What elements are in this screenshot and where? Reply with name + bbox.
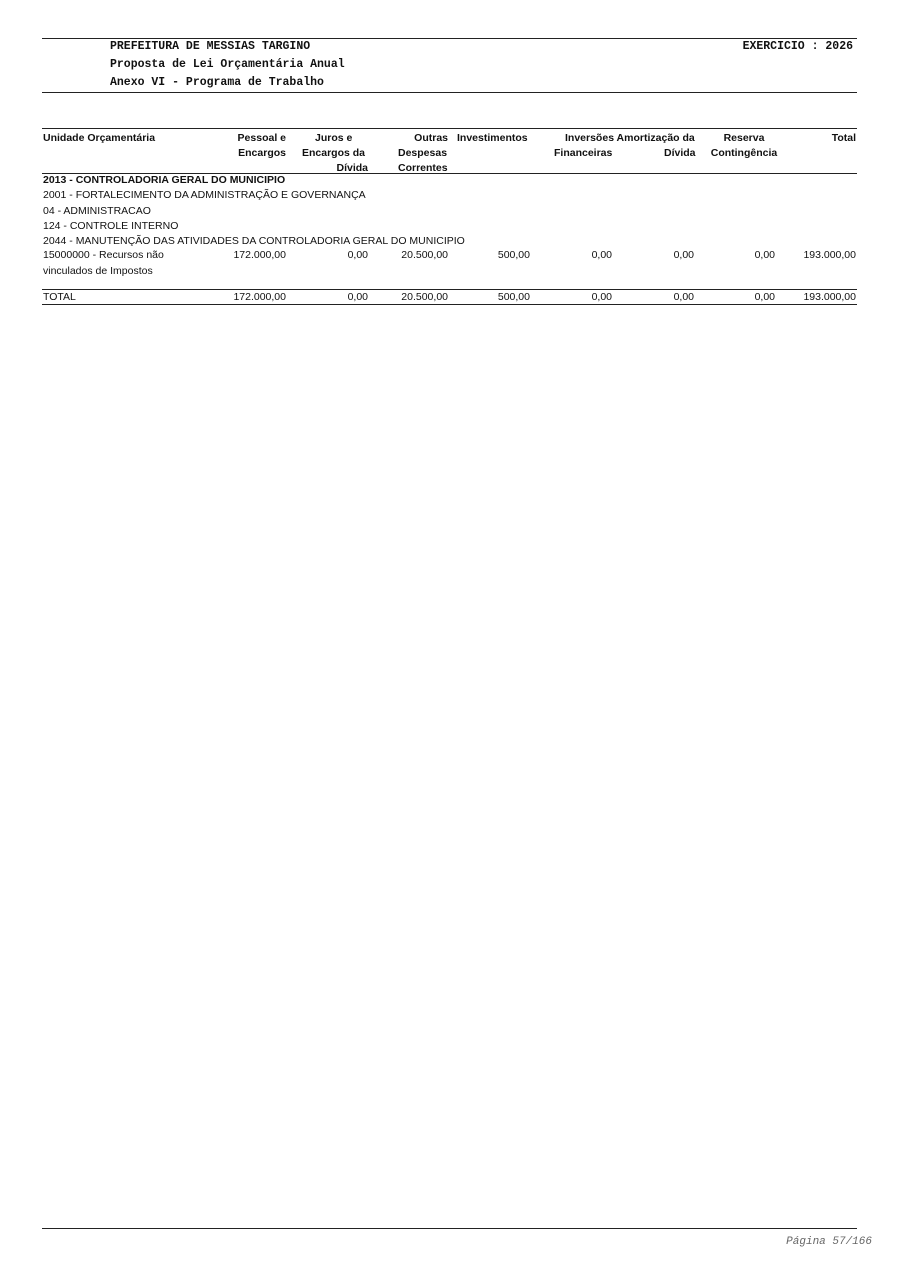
col-outras-line1: Outras [414,132,448,144]
row-pessoal: 172.000,00 [233,249,286,261]
header-top-rule [42,38,857,39]
col-unidade: Unidade Orçamentária [43,132,156,144]
exercicio-label: EXERCICIO : 2026 [742,40,853,53]
col-pessoal [200,131,286,161]
row-amortizacao: 0,00 [673,249,694,261]
unidade-orcamentaria-row: 2013 - CONTROLADORIA GERAL DO MUNICIPIO [43,174,286,186]
report-subtitle: Proposta de Lei Orçamentária Anual [110,58,345,71]
row-juros: 0,00 [347,249,368,261]
col-juros-line1: Juros e [315,132,353,144]
totals-bottom-rule [42,304,857,305]
col-inversoes-amortizacao: Inversões Amortização da [565,132,695,144]
footer-rule [42,1228,857,1229]
row-total: 193.000,00 [803,249,856,261]
funcao-row: 04 - ADMINISTRACAO [43,205,151,217]
col-total: Total [831,132,856,144]
totals-reserva: 0,00 [754,291,775,303]
programa-row: 2001 - FORTALECIMENTO DA ADMINISTRAÇÃO E GOVERNANÇA [43,189,366,201]
row-outras: 20.500,00 [401,249,448,261]
table-top-rule [42,128,857,129]
col-pessoal-line1: Pessoal e [237,132,286,144]
fonte-recurso-line1: 15000000 - Recursos não [43,249,164,261]
totals-amortizacao: 0,00 [673,291,694,303]
col-pessoal-line2: Encargos [238,147,286,159]
totals-total: 193.000,00 [803,291,856,303]
row-inversoes: 0,00 [591,249,612,261]
col-reserva-line2: Contingência [710,147,778,159]
col-juros-line2: Encargos da [302,147,366,159]
col-outras-line2: Despesas [398,147,448,159]
totals-investimentos: 500,00 [497,291,530,303]
totals-inversoes: 0,00 [591,291,612,303]
acao-row: 2044 - MANUTENÇÃO DAS ATIVIDADES DA CONTROLADORIA GERAL DO MUNICIPIO [43,235,465,247]
totals-outras: 20.500,00 [401,291,448,303]
header-bottom-rule [42,92,857,93]
totals-label: TOTAL [43,291,76,303]
subfuncao-row: 124 - CONTROLE INTERNO [43,220,179,232]
fonte-recurso-line2: vinculados de Impostos [43,265,153,277]
page-number: Página 57/166 [786,1236,872,1248]
col-outras-line3: Correntes [398,162,448,174]
totals-juros: 0,00 [347,291,368,303]
row-investimentos: 500,00 [497,249,530,261]
col-juros [302,131,368,176]
totals-pessoal: 172.000,00 [233,291,286,303]
col-reserva [705,131,783,161]
annex-title: Anexo VI - Programa de Trabalho [110,76,324,89]
fonte-recurso-label [43,248,164,278]
col-financeiras: Financeiras [554,147,613,159]
prefeitura-name: PREFEITURA DE MESSIAS TARGINO [110,40,311,53]
col-juros-line3: Dívida [336,162,368,174]
row-reserva: 0,00 [754,249,775,261]
col-investimentos: Investimentos [457,132,528,144]
col-reserva-line1: Reserva [723,132,765,144]
col-divida: Dívida [664,147,696,159]
col-outras [398,131,448,176]
